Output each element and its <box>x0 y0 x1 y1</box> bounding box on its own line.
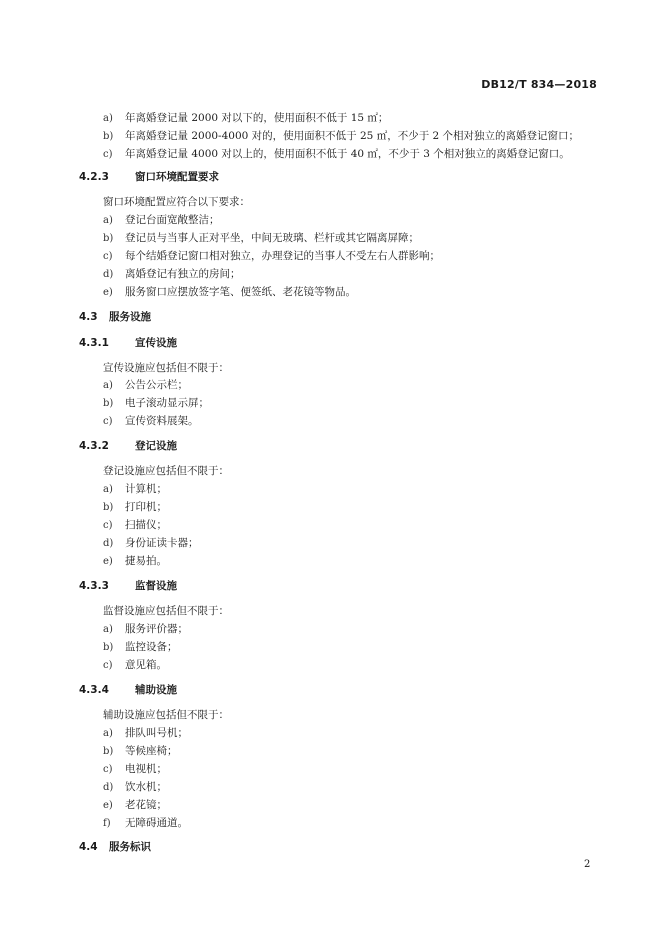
list-item-text: 饮水机； <box>125 781 167 793</box>
list-item-text: 等候座椅； <box>125 745 178 757</box>
heading-text: 窗口环境配置要求 <box>135 171 219 183</box>
list-item-text: 捷易拍。 <box>125 555 167 567</box>
list-item-marker: e) <box>103 287 113 298</box>
subsection-heading <box>79 683 177 697</box>
list-item-marker: e) <box>103 556 113 567</box>
subsection-heading <box>79 439 177 453</box>
heading-text: 宣传设施 <box>135 337 177 349</box>
list-item-marker: e) <box>103 800 113 811</box>
list-item <box>103 213 220 228</box>
list-item <box>103 414 199 429</box>
list-item <box>103 482 167 497</box>
list-item-marker: c) <box>103 660 113 671</box>
list-item-text: 扫描仪； <box>125 519 167 531</box>
paragraph: 宣传设施应包括但不限于： <box>103 362 229 374</box>
section-heading <box>79 840 151 854</box>
list-item <box>103 658 167 673</box>
list-item-marker: a) <box>103 215 113 226</box>
list-item <box>103 129 579 144</box>
list-item-marker: c) <box>103 520 113 531</box>
heading-number: 4.3.4 <box>79 684 109 696</box>
list-item <box>103 536 199 551</box>
list-item-marker: d) <box>103 538 114 549</box>
list-item-marker: a) <box>103 624 113 635</box>
heading-text: 辅助设施 <box>135 684 177 696</box>
list-item-text: 宣传资料展架。 <box>125 415 199 427</box>
list-item-marker: b) <box>103 398 114 409</box>
list-item-text: 监控设备； <box>125 641 178 653</box>
subsection-heading <box>79 579 177 593</box>
list-item <box>103 622 188 637</box>
list-item-marker: b) <box>103 233 114 244</box>
list-item-text: 年离婚登记量 2000-4000 对的，使用面积不低于 25 ㎡，不少于 2 个相对独立的离婚登记窗口； <box>125 130 580 142</box>
list-item <box>103 111 388 126</box>
heading-number: 4.4 <box>79 841 98 853</box>
list-item-text: 打印机； <box>125 501 167 513</box>
heading-text: 服务设施 <box>109 311 151 323</box>
list-item-marker: a) <box>103 728 113 739</box>
list-item-text: 登记台面宽敞整洁； <box>125 214 220 226</box>
list-item-marker: c) <box>103 149 113 160</box>
list-item <box>103 500 167 515</box>
list-item <box>103 816 188 831</box>
list-item <box>103 396 209 411</box>
list-item <box>103 147 570 162</box>
paragraph: 登记设施应包括但不限于： <box>103 465 229 477</box>
list-item-marker: c) <box>103 416 113 427</box>
list-item-marker: b) <box>103 502 114 513</box>
page-number: 2 <box>584 859 591 870</box>
list-item <box>103 518 167 533</box>
list-item <box>103 285 356 300</box>
list-item-marker: b) <box>103 131 114 142</box>
subsection-heading <box>79 336 177 350</box>
list-item <box>103 554 167 569</box>
list-item-text: 登记员与当事人正对平坐，中间无玻璃、栏杆或其它隔离屏障； <box>125 232 419 244</box>
list-item-marker: c) <box>103 251 113 262</box>
list-item <box>103 267 241 282</box>
list-item-text: 年离婚登记量 2000 对以下的，使用面积不低于 15 ㎡； <box>125 112 389 124</box>
list-item <box>103 378 188 393</box>
paragraph: 辅助设施应包括但不限于： <box>103 709 229 721</box>
list-item-marker: d) <box>103 269 114 280</box>
list-item-text: 电子滚动显示屏； <box>125 397 209 409</box>
list-item-marker: a) <box>103 380 113 391</box>
list-item-text: 意见箱。 <box>125 659 167 671</box>
heading-number: 4.3.2 <box>79 440 109 452</box>
list-item <box>103 762 167 777</box>
list-item <box>103 231 419 246</box>
list-item-marker: d) <box>103 782 114 793</box>
heading-number: 4.3.3 <box>79 580 109 592</box>
list-item-text: 身份证读卡器； <box>125 537 199 549</box>
list-item-marker: b) <box>103 642 114 653</box>
heading-text: 监督设施 <box>135 580 177 592</box>
list-item-text: 排队叫号机； <box>125 727 188 739</box>
list-item-text: 服务评价器； <box>125 623 188 635</box>
list-item-text: 服务窗口应摆放签字笔、便签纸、老花镜等物品。 <box>125 286 356 298</box>
section-heading <box>79 310 151 324</box>
heading-text: 服务标识 <box>109 841 151 853</box>
paragraph: 监督设施应包括但不限于： <box>103 605 229 617</box>
list-item <box>103 249 440 264</box>
list-item <box>103 798 167 813</box>
list-item-text: 电视机； <box>125 763 167 775</box>
heading-number: 4.2.3 <box>79 171 109 183</box>
list-item-marker: c) <box>103 764 113 775</box>
list-item-text: 年离婚登记量 4000 对以上的，使用面积不低于 40 ㎡，不少于 3 个相对独立的离婚登记窗口。 <box>125 148 570 160</box>
list-item <box>103 780 167 795</box>
heading-number: 4.3 <box>79 311 98 323</box>
list-item-text: 无障碍通道。 <box>125 817 188 829</box>
list-item-text: 计算机； <box>125 483 167 495</box>
list-item-text: 离婚登记有独立的房间； <box>125 268 241 280</box>
subsection-heading <box>79 170 219 184</box>
heading-text: 登记设施 <box>135 440 177 452</box>
heading-number: 4.3.1 <box>79 337 109 349</box>
list-item-text: 老花镜； <box>125 799 167 811</box>
list-item <box>103 640 178 655</box>
list-item <box>103 726 188 741</box>
list-item-marker: a) <box>103 484 113 495</box>
document-code-header: DB12/T 834—2018 <box>481 78 597 91</box>
list-item-marker: f) <box>103 818 111 829</box>
list-item-marker: a) <box>103 113 113 124</box>
list-item-marker: b) <box>103 746 114 757</box>
paragraph: 窗口环境配置应符合以下要求： <box>103 196 250 208</box>
list-item-text: 公告公示栏； <box>125 379 188 391</box>
list-item <box>103 744 178 759</box>
list-item-text: 每个结婚登记窗口相对独立，办理登记的当事人不受左右人群影响； <box>125 250 440 262</box>
